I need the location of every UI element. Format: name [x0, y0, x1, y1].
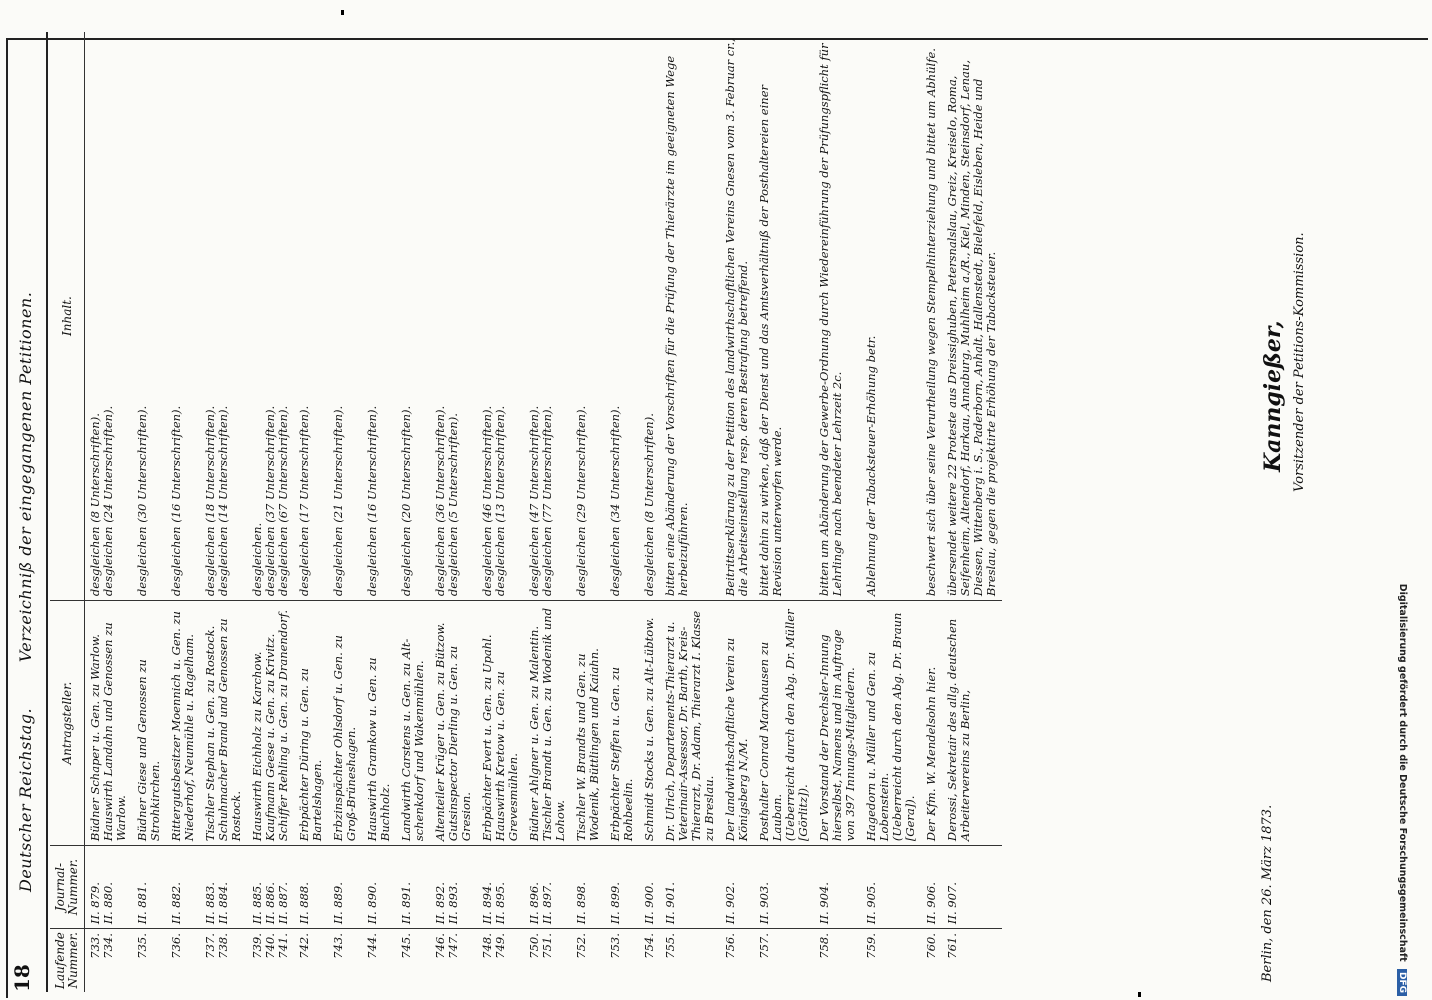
cell-inhalt: bitten eine Abänderung der Vorschriften für die Prüfung der Thierärzte im geeigneten Wege herbeizuführen. [663, 55, 690, 597]
petitions-table [50, 32, 1002, 992]
cell-lfd: 754. [639, 929, 660, 992]
cell-lfd: 753. [605, 929, 639, 992]
cell-inhalt: desgleichen (8 Unterschriften). desgleichen (24 Unterschriften). [88, 405, 115, 597]
cell-journal: II. 881. [132, 846, 166, 929]
scan-border-left [6, 38, 8, 998]
cell-lfd: 736. [166, 929, 200, 992]
cell-antragsteller: Büdner Schaper u. Gen. zu Warlow. Hauswirth Landahn und Genossen zu Warlow. [85, 601, 133, 846]
header-source: Deutscher Reichstag. [16, 707, 35, 892]
table-row [362, 32, 396, 992]
cell-journal: II. 904. [814, 846, 861, 929]
cell-antragsteller: Derossi, Sekretair des allg. deutschen Arbeitervereins zu Berlin, [942, 601, 1002, 846]
col-header-lfd: Laufende Nummer. [50, 929, 85, 992]
cell-journal: II. 879. II. 880. [85, 846, 133, 929]
table-row [660, 32, 720, 992]
cell-inhalt: desgleichen (34 Unterschriften). [608, 405, 622, 597]
cell-journal: II. 902. [720, 846, 754, 929]
cell-inhalt: desgleichen (16 Unterschriften). [169, 405, 183, 597]
cell-antragsteller: Erbpächter Düring u. Gen. zu Bartelshagen. [294, 601, 328, 846]
cell-lfd: 752. [571, 929, 605, 992]
cell-journal: II. 898. [571, 846, 605, 929]
scan-speck [341, 10, 344, 15]
cell-inhalt: desgleichen (8 Unterschriften). [642, 413, 656, 597]
table-row [247, 32, 294, 992]
signature-name: Kanngießer, [1260, 320, 1286, 472]
table-body [85, 32, 1003, 992]
cell-journal: II. 888. [294, 846, 328, 929]
cell-journal: II. 903. [754, 846, 814, 929]
table-row [754, 32, 814, 992]
cell-antragsteller: Erbpächter Evert u. Gen. zu Upahl. Hauswirth Kretow u. Gen. zu Grevesmühlen. [477, 601, 524, 846]
cell-lfd: 746. 747. [430, 929, 477, 992]
col-header-antragsteller: Antragsteller. [50, 601, 85, 846]
cell-antragsteller: Schmidt Stocks u. Gen. zu Alt-Lübtow. [639, 601, 660, 846]
cell-inhalt: desgleichen (17 Unterschriften). [297, 405, 311, 597]
dfg-credit-line [1397, 6, 1408, 996]
scan-speck [1138, 992, 1141, 997]
cell-antragsteller: Hauswirth Gramkow u. Gen. zu Buchholz. [362, 601, 396, 846]
cell-inhalt: desgleichen (20 Unterschriften). [399, 405, 413, 597]
cell-antragsteller: Altenteiler Krüger u. Gen. zu Bützow. Gutsinspector Dierling u. Gen. zu Gresion. [430, 601, 477, 846]
page-number: 18 [10, 964, 34, 992]
rotated-page [10, 32, 1430, 992]
cell-antragsteller: Büdner Giese und Genossen zu Strohkirchen. [132, 601, 166, 846]
table-row [720, 32, 754, 992]
cell-lfd: 759. [861, 929, 921, 992]
cell-journal: II. 883. II. 884. [200, 846, 247, 929]
cell-journal: II. 891. [396, 846, 430, 929]
cell-journal: II. 892. II. 893. [430, 846, 477, 929]
col-header-inhalt: Inhalt. [50, 32, 85, 601]
col-header-journal: Journal-Nummer. [50, 846, 85, 929]
cell-antragsteller: Der landwirthschaftliche Verein zu Königsberg N./M. [720, 601, 754, 846]
cell-antragsteller: Posthalter Conrad Marxhausen zu Lauban. (Ueberreicht durch den Abg. Dr. Müller [Görlitz]). [754, 601, 814, 846]
cell-lfd: 761. [942, 929, 1002, 992]
cell-lfd: 733. 734. [85, 929, 133, 992]
cell-inhalt: desgleichen (16 Unterschriften). [365, 405, 379, 597]
cell-lfd: 743. [328, 929, 362, 992]
cell-inhalt: Ablehnung der Tabacksteuer-Erhöhung betr. [864, 335, 878, 597]
cell-inhalt: desgleichen (18 Unterschriften). desgleichen (14 Unterschriften). [203, 405, 230, 597]
cell-lfd: 748. 749. [477, 929, 524, 992]
table-header-row [50, 32, 85, 992]
cell-antragsteller: Landwirth Carstens u. Gen. zu Alt-schenkdorf und Wakenmühlen. [396, 601, 430, 846]
cell-inhalt: desgleichen (46 Unterschriften). desgleichen (13 Unterschriften). [480, 405, 507, 597]
cell-journal: II. 906. [921, 846, 942, 929]
cell-inhalt: bittet dahin zu wirken, daß der Dienst und das Amtsverhältniß der Posthaltereien einer Revision unterworfen werde. [757, 85, 784, 597]
table-row [639, 32, 660, 992]
cell-inhalt: beschwert sich über seine Verurtheilung wegen Stempelhinterziehung und bittet um Abhülfe. [924, 48, 938, 597]
table-row [166, 32, 200, 992]
cell-lfd: 744. [362, 929, 396, 992]
cell-journal: II. 882. [166, 846, 200, 929]
cell-lfd: 735. [132, 929, 166, 992]
header-rule [46, 32, 48, 992]
dfg-credit [1390, 6, 1408, 996]
table-row [396, 32, 430, 992]
cell-lfd: 756. [720, 929, 754, 992]
cell-antragsteller: Der Vorstand der Drechsler-Innung hierselbst, Namens und im Auftrage von 397 Innungs-Mitgliedern. [814, 601, 861, 846]
page-header [16, 92, 35, 892]
cell-lfd: 737. 738. [200, 929, 247, 992]
cell-journal: II. 890. [362, 846, 396, 929]
cell-lfd: 742. [294, 929, 328, 992]
table-row [132, 32, 166, 992]
cell-antragsteller: Dr. Ulrich, Departements-Thierarzt u. Veterinair-Assessor, Dr. Barth, Kreis-Thierarzt, Dr. Adam, Thierarzt I. Klasse zu Breslau. [660, 601, 720, 846]
cell-antragsteller: Büdner Ahlgner u. Gen. zu Malentin. Tischler Brandt u. Gen. zu Wodenik und Lohow. [524, 601, 571, 846]
cell-antragsteller: Erbpächter Steffen u. Gen. zu Rohbeelin. [605, 601, 639, 846]
table-row [477, 32, 524, 992]
cell-lfd: 760. [921, 929, 942, 992]
cell-journal: II. 905. [861, 846, 921, 929]
cell-journal: II. 894. II. 895. [477, 846, 524, 929]
table-row [430, 32, 477, 992]
cell-inhalt: desgleichen (21 Unterschriften). [331, 405, 345, 597]
table-row [921, 32, 942, 992]
table-row [814, 32, 861, 992]
signature-role: Vorsitzender der Petitions-Kommission. [1292, 232, 1307, 492]
table-row [328, 32, 362, 992]
cell-inhalt: bitten um Abänderung der Gewerbe-Ordnung durch Wiedereinführung der Prüfungspflicht für Lehrlinge nach beendeter Lehrzeit 2c. [817, 43, 844, 597]
cell-antragsteller: Tischler Stephan u. Gen. zu Rostock. Schuhmacher Brand und Genossen zu Rostock. [200, 601, 247, 846]
cell-inhalt: übersendet weitere 22 Proteste aus Dreissighuben, Petersnalslau, Greiz, Kreiselo, Roma, Seifenheim, Altendorf, Harkau, Annaburg, Muhlheim a./R., Kiel, Minden, Steinsdorf, Lenau, Diessen, Wittenberg i. S., Paderborn, Anhalt, Hallenstedt, Bielefeld, Eisleben, Heide und Breslau, gegen die projektirte Erhöhung der Tabacksteuer. [945, 60, 998, 597]
cell-inhalt: desgleichen (30 Unterschriften). [135, 405, 149, 597]
cell-lfd: 757. [754, 929, 814, 992]
cell-antragsteller: Erbzinspächter Ohlsdorf u. Gen. zu Groß-Brüneshagen. [328, 601, 362, 846]
cell-lfd: 758. [814, 929, 861, 992]
cell-journal: II. 900. [639, 846, 660, 929]
header-title: Verzeichniß der eingegangenen Petitionen. [16, 291, 35, 663]
cell-journal: II. 899. [605, 846, 639, 929]
cell-journal: II. 885. II. 886. II. 887. [247, 846, 294, 929]
table-row [942, 32, 1002, 992]
cell-lfd: 739. 740. 741. [247, 929, 294, 992]
cell-antragsteller: Rittergutsbesitzer Moennich u. Gen. zu Niederhof, Neumühle u. Ragelham. [166, 601, 200, 846]
cell-lfd: 750. 751. [524, 929, 571, 992]
table-row [861, 32, 921, 992]
cell-inhalt: desgleichen. desgleichen (37 Unterschriften). desgleichen (67 Unterschriften). [250, 405, 290, 597]
dfg-credit-text: Digitalisierung gefördert durch die Deutsche Forschungsgemeinschaft [1397, 583, 1408, 962]
table-row [571, 32, 605, 992]
cell-lfd: 745. [396, 929, 430, 992]
table-row [524, 32, 571, 992]
cell-lfd: 755. [660, 929, 720, 992]
table-row [605, 32, 639, 992]
cell-journal: II. 889. [328, 846, 362, 929]
cell-inhalt: Beitrittserklärung zu der Petition des landwirthschaftlichen Vereins Gnesen vom 3. Februar cr., die Arbeitseinstellung resp. deren Bestrafung betreffend. [723, 38, 750, 597]
cell-antragsteller: Hagedorn u. Müller und Gen. zu Lobenstein. (Ueberreicht durch den Abg. Dr. Braun [Gera]). [861, 601, 921, 846]
cell-inhalt: desgleichen (47 Unterschriften). desgleichen (77 Unterschriften). [527, 405, 554, 597]
table-row [85, 32, 133, 992]
cell-inhalt: desgleichen (36 Unterschriften). desgleichen (5 Unterschriften). [433, 405, 460, 597]
cell-journal: II. 901. [660, 846, 720, 929]
cell-antragsteller: Der Kfm. W. Mendelsohn hier. [921, 601, 942, 846]
cell-journal: II. 907. [942, 846, 1002, 929]
table-row [294, 32, 328, 992]
table-row [200, 32, 247, 992]
cell-antragsteller: Hauswirth Eichholz zu Karchow. Kaufmann Geese u. Gen. zu Krivitz. Schiffer Rehling u. Gen. zu Dranendorf. [247, 601, 294, 846]
date-line: Berlin, den 26. März 1873. [1260, 804, 1275, 982]
dfg-logo: DFG [1397, 969, 1407, 996]
cell-antragsteller: Tischler W. Brandts und Gen. zu Wodenik, Büttlingen und Kaiahn. [571, 601, 605, 846]
cell-journal: II. 896. II. 897. [524, 846, 571, 929]
cell-inhalt: desgleichen (29 Unterschriften). [574, 405, 588, 597]
